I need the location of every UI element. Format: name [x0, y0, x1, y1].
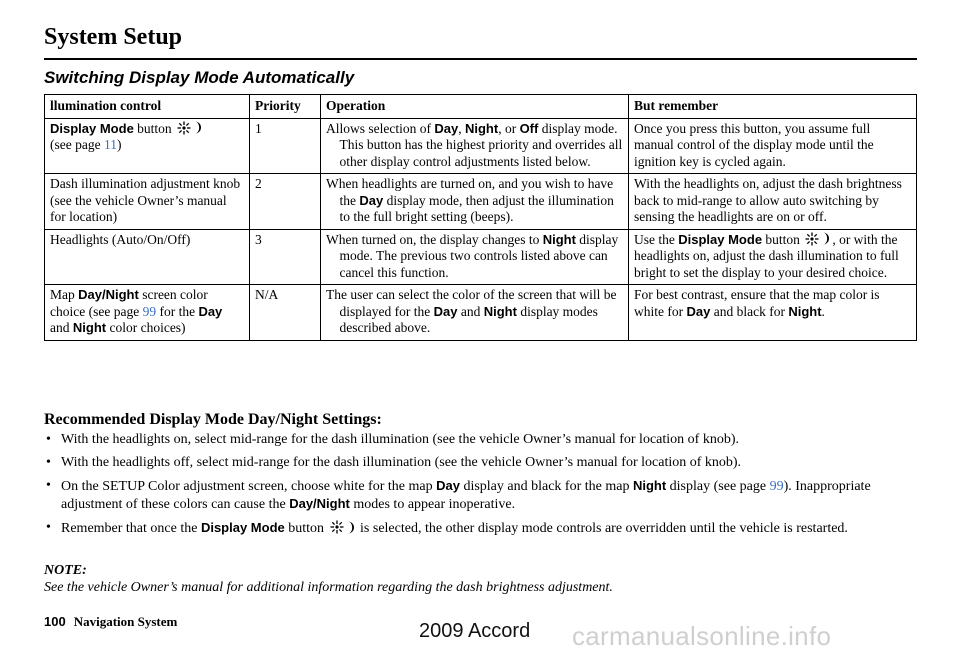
note-text: See the vehicle Owner’s manual for additional information regarding the dash brightness adjustment. — [44, 580, 613, 595]
table-row — [45, 285, 917, 341]
night-mode-label: Night — [72, 320, 107, 335]
list-item: • With the headlights on, select mid-range for the dash illumination (see the vehicle Owner’s manual for location of knob). — [44, 431, 917, 448]
display-mode-icon — [805, 232, 830, 246]
see-page-prefix: (see page — [50, 137, 104, 152]
page-link-99[interactable]: 99 — [769, 479, 784, 494]
cell-remember: With the headlights on, adjust the dash brightness back to mid-range to allow auto switching by sensing the headlights are on or off. — [629, 174, 917, 230]
sun-icon — [805, 232, 819, 246]
night-mode-label: Night — [788, 303, 822, 319]
recommended-heading: Recommended Display Mode Day/Night Settings: — [44, 411, 382, 428]
see-page-suffix: ) — [116, 137, 122, 152]
night-mode-label: Night — [483, 303, 517, 319]
night-mode-label: Night — [105, 287, 139, 302]
column-header-priority: Priority — [250, 95, 321, 119]
day-mode-label: Day — [198, 303, 223, 319]
title-divider — [44, 58, 917, 60]
off-mode-label: Off — [519, 120, 539, 136]
operation-text: The user can select the color of the screen that will be displayed for the Day and Night display modes described above. — [326, 287, 617, 335]
cell-control: Headlights (Auto/On/Off) — [45, 229, 250, 285]
moon-icon — [822, 232, 830, 245]
display-mode-label: Display Mode — [200, 520, 285, 535]
site-watermark: carmanualsonline.info — [572, 621, 832, 651]
page-footer — [44, 614, 177, 630]
column-header-control: llumination control — [45, 95, 250, 119]
cell-operation — [321, 118, 629, 174]
display-mode-label: Display Mode — [678, 231, 763, 247]
cell-operation — [321, 285, 629, 341]
table-row — [45, 118, 917, 174]
list-item: • On the SETUP Color adjustment screen, choose white for the map Day display and black for the map Night display (see page 99). Inappropriate adjustment of these colors can cause the Day/Night modes to appear inoperative. — [44, 477, 917, 513]
cell-control: Dash illumination adjustment knob (see the vehicle Owner’s manual for location) — [45, 174, 250, 230]
day-mode-label: Day — [434, 120, 459, 136]
day-mode-label: Day — [436, 478, 460, 493]
day-mode-label: Day — [78, 287, 102, 302]
moon-icon — [347, 521, 355, 534]
note-label: NOTE: — [44, 563, 87, 578]
table-row — [45, 229, 917, 285]
day-night-mode-label: Day/Night — [289, 496, 350, 511]
display-mode-icon — [177, 121, 202, 135]
column-header-remember: But remember — [629, 95, 917, 119]
night-mode-label: Night — [542, 231, 576, 247]
model-watermark: 2009 Accord — [419, 620, 531, 642]
display-mode-icon — [330, 520, 355, 534]
night-mode-label: Night — [632, 478, 667, 493]
cell-priority: 2 — [250, 174, 321, 230]
page-number: 100 — [44, 614, 66, 629]
night-mode-label: Night — [464, 120, 499, 136]
cell-priority: 3 — [250, 229, 321, 285]
cell-remember: For best contrast, ensure that the map color is white for Day and black for Night. — [629, 285, 917, 341]
recommended-list — [44, 431, 917, 543]
page-title: System Setup — [44, 24, 183, 50]
column-header-operation: Operation — [321, 95, 629, 119]
operation-text: When headlights are turned on, and you wish to have the Day display mode, then adjust the illumination to the full bright setting (beeps). — [326, 176, 614, 224]
day-mode-label: Day — [433, 303, 458, 319]
display-mode-label: Display Mode — [50, 120, 134, 136]
cell-priority: N/A — [250, 285, 321, 341]
sun-icon — [330, 520, 344, 534]
page-link-11[interactable]: 11 — [103, 137, 117, 152]
cell-control: Map Day/Night screen color choice (see page 99 for the Day and Night color choices) — [45, 285, 250, 341]
button-word: button — [137, 120, 172, 136]
cell-remember: Once you press this button, you assume full manual control of the display mode until the ignition key is cycled again. — [629, 118, 917, 174]
cell-control — [45, 118, 250, 174]
list-item: • With the headlights off, select mid-range for the dash illumination (see the vehicle Owner’s manual for location of knob). — [44, 454, 917, 471]
moon-icon — [194, 121, 202, 134]
cell-operation — [321, 174, 629, 230]
operation-text: When turned on, the display changes to Night display mode. The previous two controls listed above can cancel this function. — [326, 231, 619, 280]
day-mode-label: Day — [359, 192, 384, 208]
sun-icon — [177, 121, 191, 135]
illumination-table — [44, 94, 917, 341]
operation-text: Allows selection of Day, Night, or Off display mode. This button has the highest priority and overrides all other display control adjustments listed below. — [326, 120, 623, 169]
page-link-99[interactable]: 99 — [142, 303, 157, 319]
table-header-row — [45, 95, 917, 119]
list-item: • Remember that once the Display Mode button is selected, the other display mode controls are overridden until the vehicle is restarted. — [44, 519, 917, 537]
cell-priority: 1 — [250, 118, 321, 174]
table-row — [45, 174, 917, 230]
cell-remember: Use the Display Mode button , or with the headlights on, adjust the dash illumination to full bright to set the display to your desired choice. — [629, 229, 917, 285]
cell-operation — [321, 229, 629, 285]
footer-label: Navigation System — [73, 614, 178, 629]
section-title: Switching Display Mode Automatically — [44, 68, 355, 87]
day-mode-label: Day — [686, 303, 711, 319]
